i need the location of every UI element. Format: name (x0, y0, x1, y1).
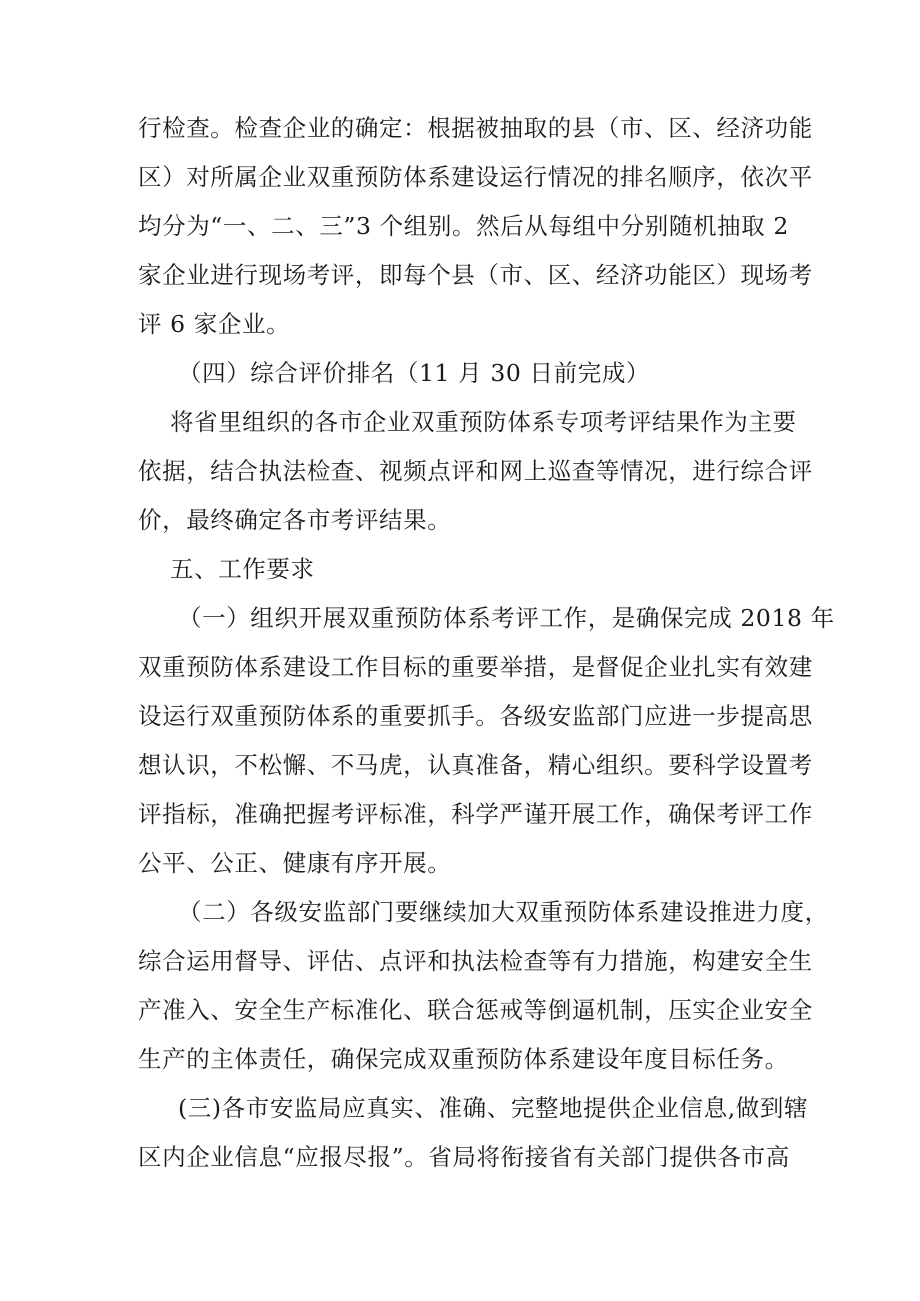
text-line: 双重预防体系建设工作目标的重要举措，是督促企业扎实有效建 (138, 653, 813, 681)
text-line: 评 6 家企业。 (138, 310, 291, 338)
text-line: 生产的主体责任，确保完成双重预防体系建设年度目标任务。 (138, 1045, 789, 1073)
text-line: 将省里组织的各市企业双重预防体系专项考评结果作为主要 (170, 408, 797, 436)
text-line: （二）各级安监部门要继续加大双重预防体系建设推进力度， (178, 898, 829, 926)
text-line: （一）组织开展双重预防体系考评工作，是确保完成 2018 年 (178, 604, 835, 632)
text-line: 评指标，准确把握考评标准，科学严谨开展工作，确保考评工作 (138, 800, 813, 828)
text-line: 设运行双重预防体系的重要抓手。各级安监部门应进一步提高思 (138, 702, 813, 730)
text-line: 价，最终确定各市考评结果。 (138, 506, 452, 534)
text-line: (三)各市安监局应真实、准确、完整地提供企业信息,做到辖 (178, 1094, 809, 1122)
text-line: 公平、公正、健康有序开展。 (138, 849, 452, 877)
section-heading: （四）综合评价排名（11 月 30 日前完成） (178, 359, 651, 387)
text-line: 行检查。检查企业的确定：根据被抽取的县（市、区、经济功能 (138, 114, 813, 142)
text-line: 产准入、安全生产标准化、联合惩戒等倒逼机制，压实企业安全 (138, 996, 813, 1024)
text-line: 依据，结合执法检查、视频点评和网上巡查等情况，进行综合评 (138, 457, 813, 485)
text-line: 均分为“一、二、三”3 个组别。然后从每组中分别随机抽取 2 (138, 212, 789, 240)
text-line: 区内企业信息“应报尽报”。省局将衔接省有关部门提供各市高 (138, 1143, 790, 1171)
text-line: 家企业进行现场考评，即每个县（市、区、经济功能区）现场考 (138, 261, 813, 289)
text-line: 想认识，不松懈、不马虎，认真准备，精心组织。要科学设置考 (138, 751, 813, 779)
text-line: 区）对所属企业双重预防体系建设运行情况的排名顺序，依次平 (138, 163, 813, 191)
text-line: 综合运用督导、评估、点评和执法检查等有力措施，构建安全生 (138, 947, 813, 975)
section-heading: 五、工作要求 (170, 555, 315, 583)
